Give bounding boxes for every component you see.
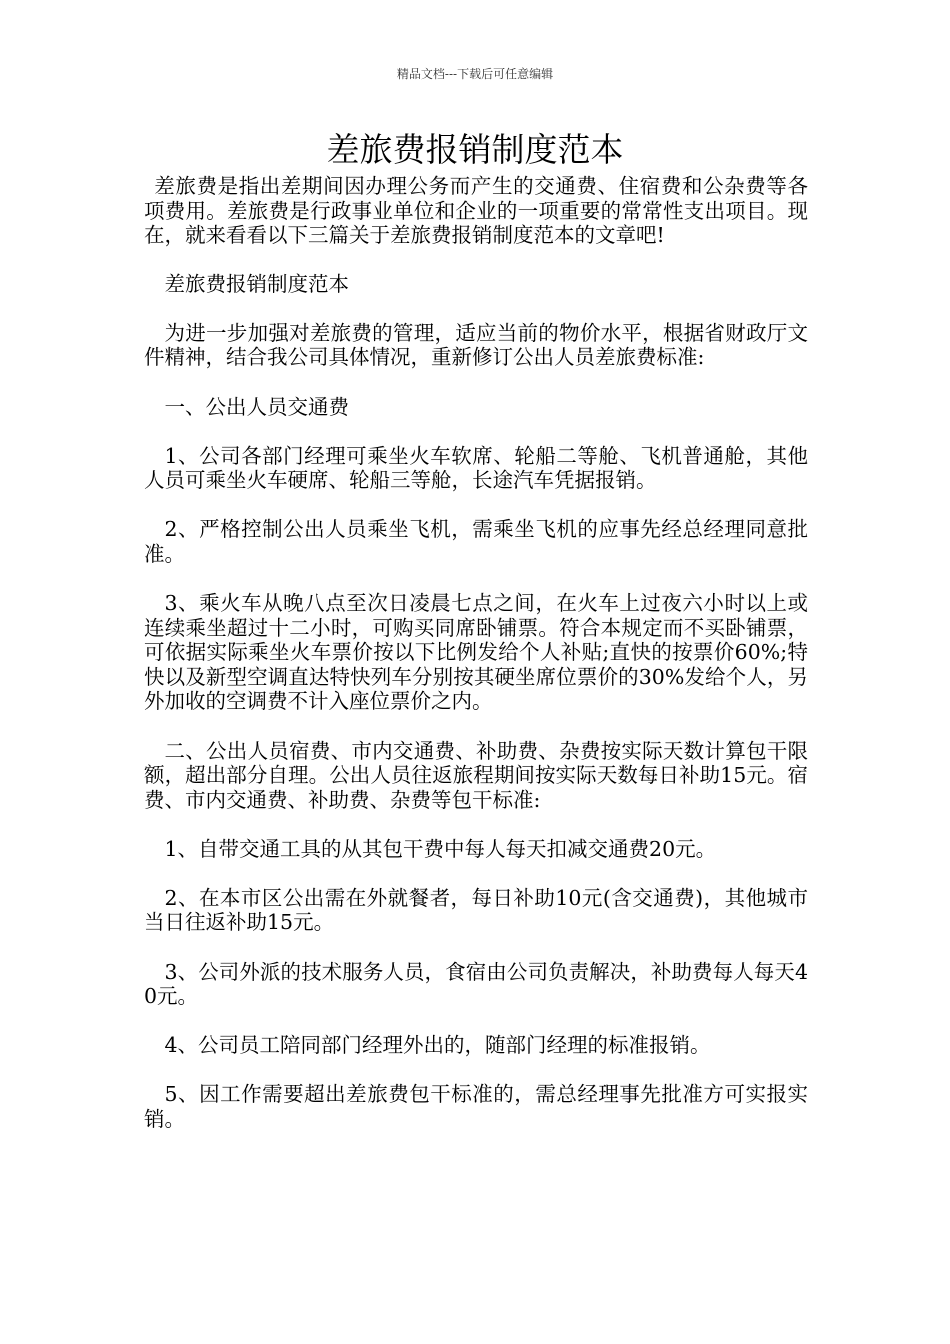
paragraph: 3、公司外派的技术服务人员，食宿由公司负责解决，补助费每人每天40元。 — [144, 959, 808, 1009]
paragraph: 4、公司员工陪同部门经理外出的，随部门经理的标准报销。 — [164, 1033, 711, 1058]
header-note: 精品文档---下载后可任意编辑 — [396, 67, 554, 81]
paragraph: 5、因工作需要超出差旅费包干标准的，需总经理事先批准方可实报实销。 — [144, 1082, 808, 1131]
section-heading: 差旅费报销制度范本 — [164, 271, 349, 296]
document-body — [144, 174, 808, 1132]
intro-paragraph: 差旅费是指出差期间因办理公务而产生的交通费、住宿费和公杂费等各项费用。差旅费是行政事业单位和企业的一项重要的常常性支出项目。现在，就来看看以下三篇关于差旅费报销制度范本的文章吧! — [144, 174, 808, 248]
paragraph: 1、自带交通工具的从其包干费中每人每天扣减交通费20元。 — [164, 836, 717, 861]
paragraph: 3、乘火车从晚八点至次日凌晨七点之间，在火车上过夜六小时以上或连续乘坐超过十二小时，可购买同席卧铺票。符合本规定而不买卧铺票，可依据实际乘坐火车票价按以下比例发给个人补贴;直快的按票价60%;特快以及新型空调直达特快列车分别按其硬坐席位票价的30%发给个人，另外加收的空调费不计入座位票价之内。 — [144, 591, 808, 714]
paragraph: 2、严格控制公出人员乘坐飞机，需乘坐飞机的应事先经总经理同意批准。 — [144, 517, 808, 566]
paragraph: 为进一步加强对差旅费的管理，适应当前的物价水平，根据省财政厅文件精神，结合我公司具体情况，重新修订公出人员差旅费标准: — [144, 320, 808, 370]
paragraph: 1、公司各部门经理可乘坐火车软席、轮船二等舱、飞机普通舱，其他人员可乘坐火车硬席、轮船三等舱，长途汽车凭据报销。 — [144, 443, 808, 493]
paragraph: 二、公出人员宿费、市内交通费、补助费、杂费按实际天数计算包干限额，超出部分自理。公出人员往返旅程期间按实际天数每日补助15元。宿费、市内交通费、补助费、杂费等包干标准: — [144, 738, 808, 812]
paragraph: 2、在本市区公出需在外就餐者，每日补助10元(含交通费)，其他城市当日往返补助15元。 — [144, 885, 808, 935]
section-heading: 一、公出人员交通费 — [164, 394, 349, 419]
document-title: 差旅费报销制度范本 — [326, 130, 624, 169]
